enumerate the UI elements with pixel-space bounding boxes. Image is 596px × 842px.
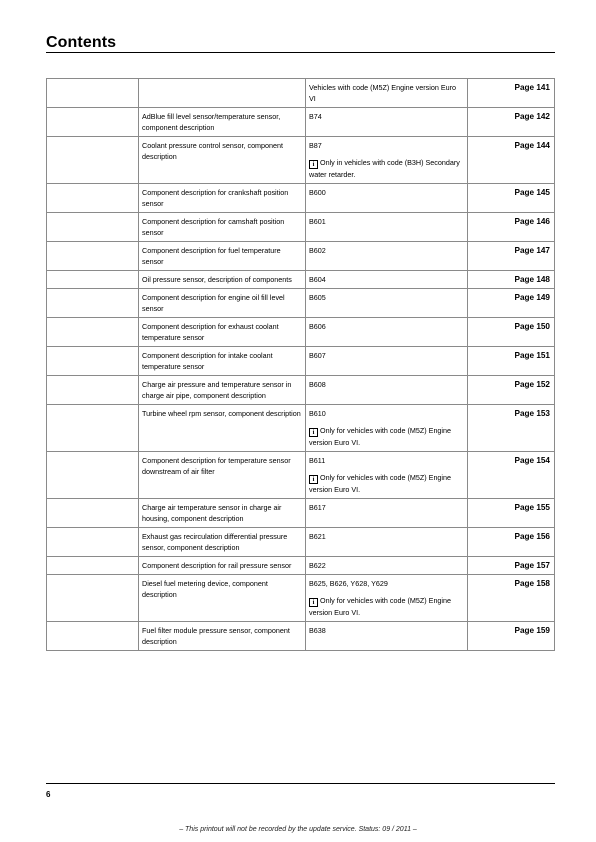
blank-cell — [47, 318, 139, 347]
component-code: B610 — [309, 409, 326, 418]
page-ref-link[interactable]: Page 144 — [514, 141, 550, 150]
page-ref-link[interactable]: Page 149 — [514, 293, 550, 302]
page-ref-cell — [468, 79, 555, 108]
info-note — [309, 425, 463, 448]
description-text: Charge air temperature sensor in charge air housing, component description — [142, 503, 282, 523]
page-ref-link[interactable]: Page 157 — [514, 561, 550, 570]
table-row — [47, 347, 555, 376]
code-cell — [306, 452, 468, 499]
description-cell — [139, 405, 306, 452]
page-ref-cell — [468, 575, 555, 622]
table-row — [47, 622, 555, 651]
description-text: Component description for engine oil fill level sensor — [142, 293, 285, 313]
info-icon: i — [309, 475, 318, 484]
description-text: Diesel fuel metering device, component description — [142, 579, 268, 599]
code-cell — [306, 557, 468, 575]
info-note-text: Only for vehicles with code (M5Z) Engine version Euro VI. — [309, 596, 452, 617]
code-cell — [306, 376, 468, 405]
component-code: B601 — [309, 217, 326, 226]
page-ref-link[interactable]: Page 159 — [514, 626, 550, 635]
component-code: B87 — [309, 141, 322, 150]
component-code: B617 — [309, 503, 326, 512]
code-cell — [306, 137, 468, 184]
page-ref-cell — [468, 405, 555, 452]
table-row — [47, 318, 555, 347]
description-cell — [139, 137, 306, 184]
blank-cell — [47, 575, 139, 622]
description-cell — [139, 242, 306, 271]
component-code: B74 — [309, 112, 322, 121]
page-ref-cell — [468, 499, 555, 528]
description-cell — [139, 213, 306, 242]
page-ref-link[interactable]: Page 158 — [514, 579, 550, 588]
component-code: B621 — [309, 532, 326, 541]
code-cell — [306, 347, 468, 376]
description-text: Oil pressure sensor, description of components — [142, 275, 292, 284]
page-ref-link[interactable]: Page 150 — [514, 322, 550, 331]
table-row — [47, 108, 555, 137]
table-row — [47, 271, 555, 289]
info-note — [309, 472, 463, 495]
description-cell — [139, 622, 306, 651]
description-text: Component description for rail pressure sensor — [142, 561, 292, 570]
info-note-text: Only in vehicles with code (B3H) Secondary water retarder. — [309, 158, 460, 179]
page-ref-cell — [468, 108, 555, 137]
description-cell — [139, 528, 306, 557]
blank-cell — [47, 452, 139, 499]
blank-cell — [47, 184, 139, 213]
title-divider — [46, 52, 555, 53]
code-cell — [306, 318, 468, 347]
description-cell — [139, 184, 306, 213]
page-ref-cell — [468, 242, 555, 271]
description-cell — [139, 289, 306, 318]
footer-divider — [46, 783, 555, 784]
page-ref-link[interactable]: Page 142 — [514, 112, 550, 121]
info-note — [309, 157, 463, 180]
page-ref-link[interactable]: Page 153 — [514, 409, 550, 418]
page-ref-link[interactable]: Page 152 — [514, 380, 550, 389]
blank-cell — [47, 557, 139, 575]
table-row — [47, 242, 555, 271]
description-text: Coolant pressure control sensor, component description — [142, 141, 284, 161]
code-cell — [306, 213, 468, 242]
description-text: Component description for temperature sensor downstream of air filter — [142, 456, 291, 476]
component-code: B622 — [309, 561, 326, 570]
contents-table-body — [47, 79, 555, 651]
page-ref-cell — [468, 622, 555, 651]
page-ref-cell — [468, 557, 555, 575]
description-cell — [139, 79, 306, 108]
info-note-text: Only for vehicles with code (M5Z) Engine version Euro VI. — [309, 426, 452, 447]
info-icon: i — [309, 428, 318, 437]
info-note-text: Only for vehicles with code (M5Z) Engine version Euro VI. — [309, 473, 452, 494]
page-ref-cell — [468, 318, 555, 347]
page-ref-link[interactable]: Page 141 — [514, 83, 550, 92]
table-row — [47, 528, 555, 557]
component-code: B605 — [309, 293, 326, 302]
page-ref-cell — [468, 528, 555, 557]
code-cell — [306, 289, 468, 318]
description-cell — [139, 452, 306, 499]
description-text: Component description for crankshaft position sensor — [142, 188, 289, 208]
description-text: Component description for exhaust coolant temperature sensor — [142, 322, 279, 342]
page-ref-link[interactable]: Page 145 — [514, 188, 550, 197]
table-row — [47, 557, 555, 575]
code-cell — [306, 79, 468, 108]
page-ref-link[interactable]: Page 155 — [514, 503, 550, 512]
table-row — [47, 575, 555, 622]
code-cell — [306, 528, 468, 557]
description-cell — [139, 347, 306, 376]
blank-cell — [47, 376, 139, 405]
table-row — [47, 184, 555, 213]
blank-cell — [47, 528, 139, 557]
description-cell — [139, 271, 306, 289]
code-cell — [306, 271, 468, 289]
description-text: Turbine wheel rpm sensor, component description — [142, 409, 301, 418]
code-cell — [306, 405, 468, 452]
table-row — [47, 376, 555, 405]
description-cell — [139, 575, 306, 622]
blank-cell — [47, 499, 139, 528]
page-ref-cell — [468, 289, 555, 318]
page-ref-link[interactable]: Page 151 — [514, 351, 550, 360]
blank-cell — [47, 79, 139, 108]
component-code: B625, B626, Y628, Y629 — [309, 579, 388, 588]
component-code: B602 — [309, 246, 326, 255]
component-code: B638 — [309, 626, 326, 635]
description-cell — [139, 557, 306, 575]
component-code: B607 — [309, 351, 326, 360]
page-ref-link[interactable]: Page 148 — [514, 275, 550, 284]
page-ref-link[interactable]: Page 146 — [514, 217, 550, 226]
description-text: Component description for fuel temperature sensor — [142, 246, 281, 266]
description-text: Charge air pressure and temperature sensor in charge air pipe, component description — [142, 380, 292, 400]
table-row — [47, 213, 555, 242]
page-ref-cell — [468, 213, 555, 242]
component-code: B611 — [309, 456, 326, 465]
page-ref-cell — [468, 137, 555, 184]
code-cell — [306, 184, 468, 213]
description-text: AdBlue fill level sensor/temperature sensor, component description — [142, 112, 281, 132]
code-cell — [306, 622, 468, 651]
footer-note: – This printout will not be recorded by the update service. Status: 09 / 2011 – — [179, 826, 417, 833]
page-ref-link[interactable]: Page 147 — [514, 246, 550, 255]
code-cell — [306, 499, 468, 528]
table-row — [47, 79, 555, 108]
blank-cell — [47, 271, 139, 289]
page-ref-link[interactable]: Page 154 — [514, 456, 550, 465]
blank-cell — [47, 289, 139, 318]
description-text: Component description for intake coolant temperature sensor — [142, 351, 273, 371]
description-text: Component description for camshaft position sensor — [142, 217, 285, 237]
table-row — [47, 289, 555, 318]
code-cell — [306, 108, 468, 137]
blank-cell — [47, 213, 139, 242]
page-ref-cell — [468, 347, 555, 376]
page-ref-cell — [468, 271, 555, 289]
table-row — [47, 499, 555, 528]
description-text: Fuel filter module pressure sensor, component description — [142, 626, 290, 646]
info-icon: i — [309, 598, 318, 607]
blank-cell — [47, 347, 139, 376]
page-title: Contents — [46, 34, 117, 51]
description-text: Exhaust gas recirculation differential pressure sensor, component description — [142, 532, 288, 552]
info-icon: i — [309, 160, 318, 169]
description-cell — [139, 108, 306, 137]
component-code: B600 — [309, 188, 326, 197]
blank-cell — [47, 405, 139, 452]
component-code: B608 — [309, 380, 326, 389]
page-ref-link[interactable]: Page 156 — [514, 532, 550, 541]
blank-cell — [47, 108, 139, 137]
blank-cell — [47, 622, 139, 651]
page-ref-cell — [468, 184, 555, 213]
page-ref-cell — [468, 376, 555, 405]
description-cell — [139, 376, 306, 405]
info-note — [309, 595, 463, 618]
component-code: B606 — [309, 322, 326, 331]
component-code: Vehicles with code (M5Z) Engine version Euro VI — [309, 83, 457, 103]
table-row — [47, 452, 555, 499]
blank-cell — [47, 137, 139, 184]
blank-cell — [47, 242, 139, 271]
description-cell — [139, 318, 306, 347]
code-cell — [306, 242, 468, 271]
page-number: 6 — [46, 790, 51, 799]
page-ref-cell — [468, 452, 555, 499]
component-code: B604 — [309, 275, 326, 284]
table-row — [47, 405, 555, 452]
code-cell — [306, 575, 468, 622]
table-row — [47, 137, 555, 184]
contents-table — [46, 78, 555, 651]
description-cell — [139, 499, 306, 528]
